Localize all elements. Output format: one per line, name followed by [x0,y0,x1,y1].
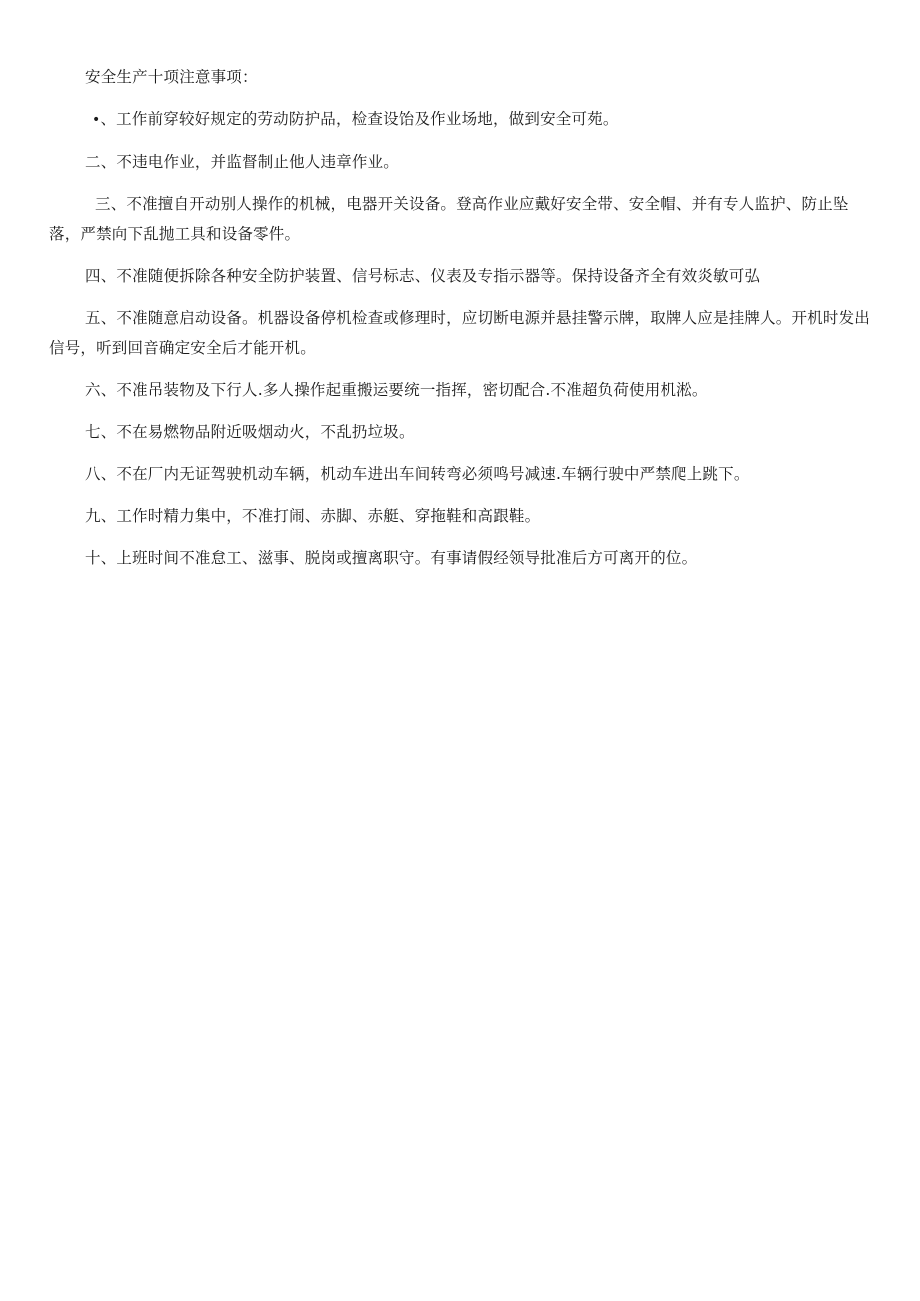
rule-item-2: 二、不违电作业，并监督制止他人违章作业。 [85,153,400,171]
rule-item-7: 七、不在易燃物品附近吸烟动火，不乱扔垃圾。 [85,423,415,441]
bullet-icon: • [92,112,101,128]
rule-item-4: 四、不准随便拆除各种安全防护装置、信号标志、仪表及专指示器等。保持设备齐全有效炎敏可弘 [85,267,761,285]
rule-item-1-text: 、工作前穿较好规定的劳动防护品，检查设饴及作业场地，做到安全可苑。 [100,110,619,128]
rule-item-1 [49,104,871,135]
document-body [49,62,871,585]
document-title: 安全生产十项注意事项： [85,68,258,86]
rule-item-8: 八、不在厂内无证驾驶机动车辆，机动车进出车间转弯必须鸣号减速.车辆行驶中严禁爬上跳下。 [85,465,750,483]
rule-item-3: 三、不准擅自开动别人操作的机械，电器开关设备。登高作业应戴好安全带、安全帽、并有专人监护、防止坠落，严禁向下乱抛工具和设备零件。 [49,195,849,243]
rule-item-10: 十、上班时间不准怠工、滋事、脱岗或擅离职守。有事请假经领导批准后方可离开的位。 [85,549,698,567]
rule-item-6: 六、不准吊装物及下行人.多人操作起重搬运要统一指挥，密切配合.不准超负荷使用机淞。 [85,381,708,399]
rule-item-5: 五、不准随意启动设备。机器设备停机检查或修理时，应切断电源并悬挂警示牌，取牌人应是挂牌人。开机时发出信号，听到回音确定安全后才能开机。 [49,309,871,357]
rule-item-9: 九、工作时精力集中，不准打闹、赤脚、赤艇、穿拖鞋和高跟鞋。 [85,507,541,525]
